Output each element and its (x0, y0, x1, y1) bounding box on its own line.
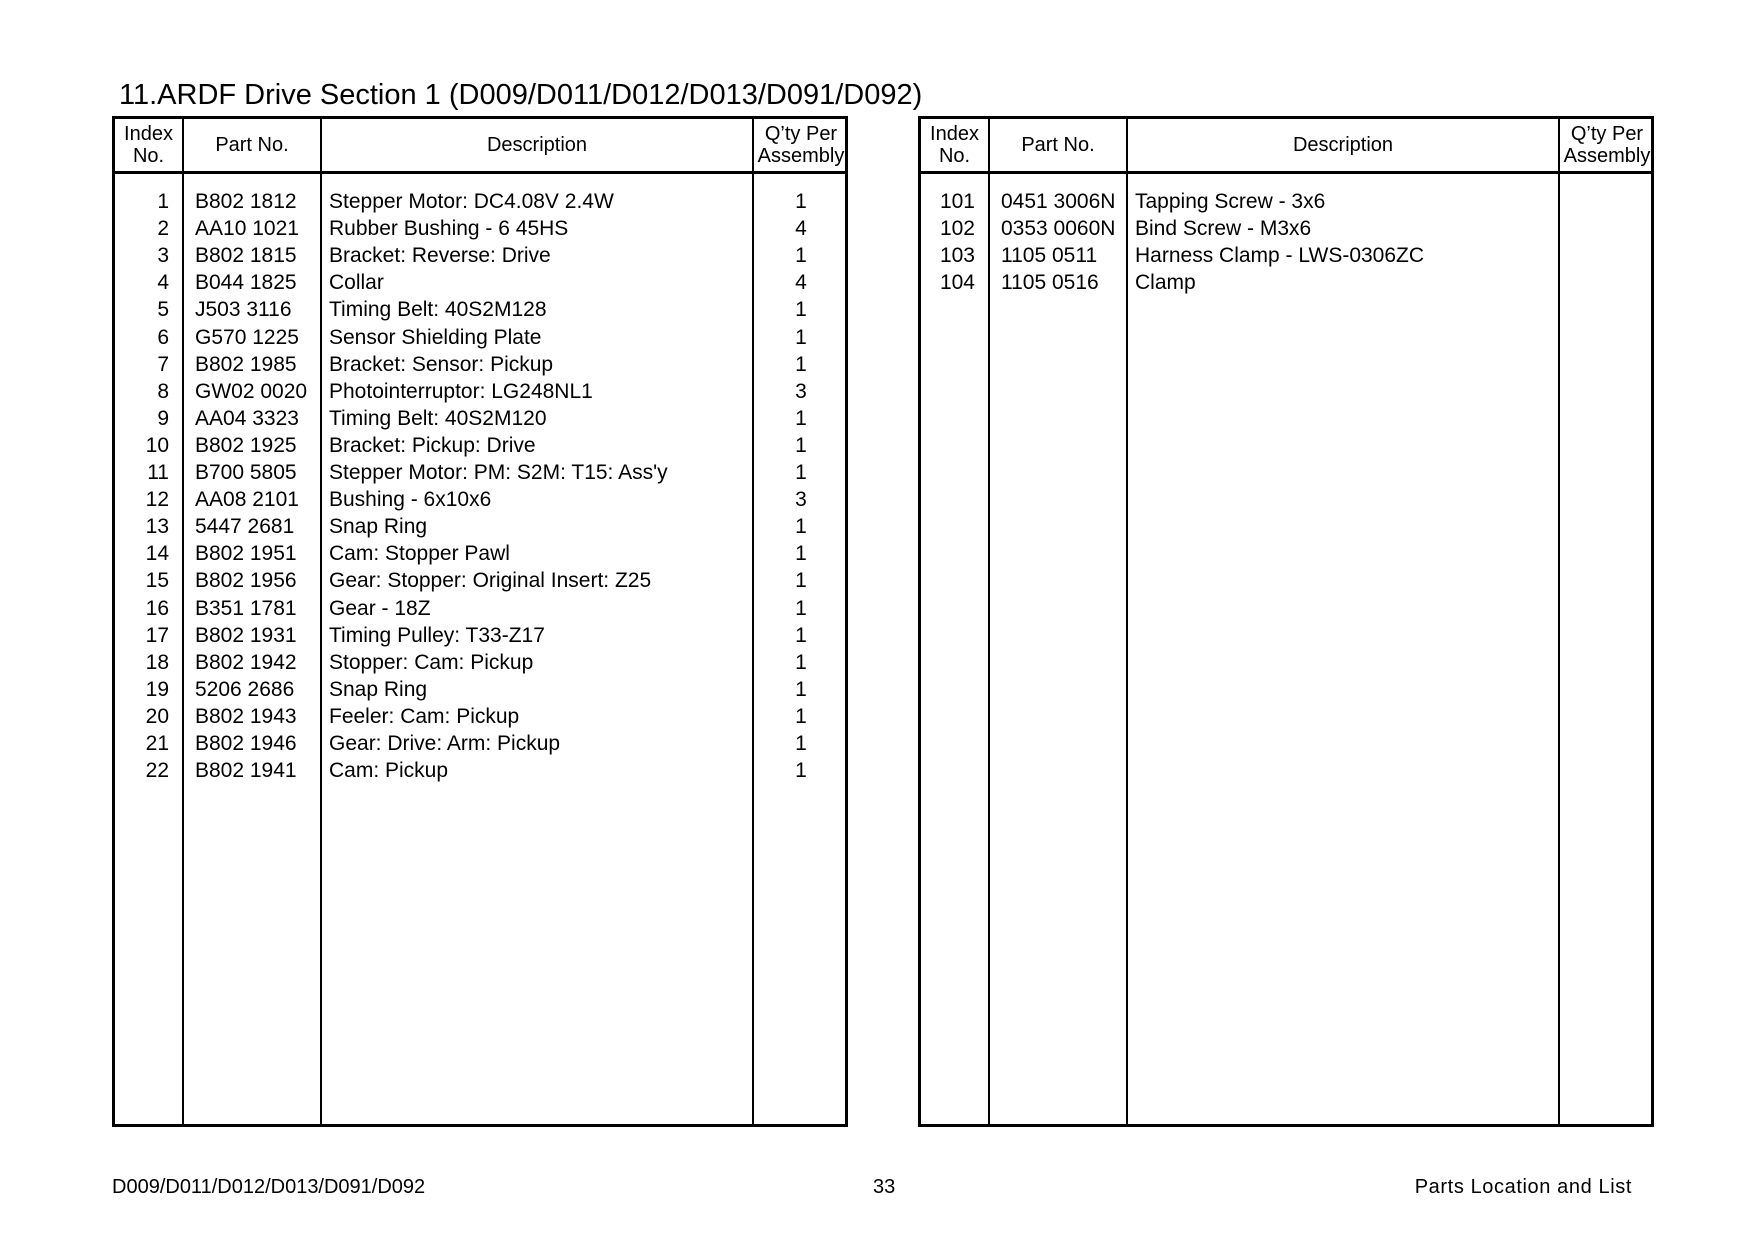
cell-part-no: B802 1956 (195, 569, 297, 593)
cell-index: 13 (145, 515, 169, 539)
cell-index: 8 (157, 379, 169, 403)
cell-part-no: 5447 2681 (195, 515, 295, 539)
cell-description: Photointerruptor: LG248NL1 (329, 379, 593, 403)
table-row (115, 296, 845, 323)
cell-description: Gear - 18Z (329, 596, 431, 620)
cell-description: Bracket: Sensor: Pickup (329, 352, 554, 376)
cell-description: Clamp (1135, 271, 1196, 295)
cell-part-no: B802 1951 (195, 542, 297, 566)
cell-part-no: B802 1941 (195, 759, 297, 783)
table-row (115, 459, 845, 486)
cell-part-no: B802 1946 (195, 732, 297, 755)
cell-part-no: B802 1931 (195, 623, 297, 647)
cell-index: 1 (157, 190, 169, 213)
header-index: Index No. (930, 123, 979, 167)
cell-description: Timing Pulley: T33-Z17 (329, 623, 545, 647)
cell-description: Snap Ring (329, 515, 428, 539)
table-row (115, 622, 845, 649)
cell-qty: 1 (795, 325, 807, 349)
cell-part-no: B802 1815 (195, 244, 297, 268)
cell-qty: 1 (795, 677, 807, 701)
table-row (115, 432, 845, 459)
table-row (115, 567, 845, 594)
table-row (115, 676, 845, 703)
cell-index: 9 (157, 406, 169, 430)
cell-qty: 1 (795, 515, 807, 539)
page-title: 11.ARDF Drive Section 1 (D009/D011/D012/D013/D091/D092) (119, 79, 923, 111)
cell-part-no: 5206 2686 (195, 677, 295, 701)
cell-description: Gear: Stopper: Original Insert: Z25 (329, 569, 652, 593)
parts-table-left (112, 116, 848, 1127)
footer-model: D009/D011/D012/D013/D091/D092 (112, 1176, 426, 1198)
cell-description: Feeler: Cam: Pickup (329, 704, 520, 728)
cell-index: 6 (157, 325, 169, 349)
cell-index: 5 (157, 298, 169, 322)
cell-qty: 3 (795, 379, 807, 403)
cell-description: Cam: Stopper Pawl (329, 542, 510, 566)
cell-index: 101 (939, 190, 975, 213)
cell-index: 3 (157, 244, 169, 268)
cell-part-no: AA08 2101 (195, 488, 299, 512)
cell-qty: 4 (795, 271, 807, 295)
table-row (115, 513, 845, 540)
table-row (921, 215, 1651, 242)
cell-qty: 1 (795, 596, 807, 620)
table-row (115, 405, 845, 432)
cell-part-no: G570 1225 (195, 325, 299, 349)
table-row (115, 540, 845, 567)
table-row (115, 324, 845, 351)
cell-part-no: J503 3116 (195, 298, 292, 322)
cell-index: 2 (157, 217, 169, 241)
cell-part-no: B802 1942 (195, 650, 297, 674)
table-row (115, 215, 845, 242)
footer-section: Parts Location and List (1414, 1176, 1632, 1198)
cell-index: 18 (145, 650, 169, 674)
cell-index: 22 (145, 759, 169, 783)
table-row (115, 757, 845, 784)
header-qty: Q’ty Per Assembly (757, 123, 845, 167)
cell-index: 104 (939, 271, 975, 295)
cell-index: 10 (145, 433, 169, 457)
cell-description: Stopper: Cam: Pickup (329, 650, 534, 674)
table-body (115, 174, 845, 1124)
header-qty: Q’ty Per Assembly (1563, 123, 1651, 167)
cell-qty: 1 (795, 732, 807, 755)
cell-qty: 1 (795, 406, 807, 430)
table-row (921, 242, 1651, 269)
cell-qty: 1 (795, 650, 807, 674)
cell-index: 16 (145, 596, 169, 620)
cell-index: 11 (147, 461, 169, 484)
cell-index: 20 (145, 704, 169, 728)
cell-description: Tapping Screw - 3x6 (1135, 190, 1326, 213)
cell-index: 4 (157, 271, 169, 295)
table-row (115, 188, 845, 215)
footer-page-number: 33 (873, 1176, 896, 1198)
cell-part-no: B802 1985 (195, 352, 297, 376)
cell-qty: 1 (795, 542, 807, 566)
parts-table-right (918, 116, 1654, 1127)
cell-part-no: B802 1943 (195, 704, 297, 728)
table-row (921, 188, 1651, 215)
cell-qty: 3 (795, 488, 807, 512)
cell-qty: 1 (795, 433, 807, 457)
cell-part-no: B700 5805 (195, 461, 297, 484)
cell-description: Bind Screw - M3x6 (1135, 217, 1312, 241)
cell-index: 103 (939, 244, 975, 268)
cell-index: 102 (939, 217, 975, 241)
cell-qty: 1 (795, 352, 807, 376)
cell-qty: 1 (795, 190, 807, 213)
cell-description: Rubber Bushing - 6 45HS (329, 217, 569, 241)
table-row (115, 703, 845, 730)
cell-part-no: 1105 0516 (1001, 271, 1099, 295)
table-row (115, 269, 845, 296)
cell-qty: 1 (795, 569, 807, 593)
cell-part-no: B351 1781 (195, 596, 297, 620)
table-row (115, 730, 845, 757)
cell-description: Harness Clamp - LWS-0306ZC (1135, 244, 1425, 268)
cell-description: Timing Belt: 40S2M128 (329, 298, 547, 322)
cell-part-no: B044 1825 (195, 271, 297, 295)
table-row (115, 378, 845, 405)
header-description: Description (486, 134, 588, 156)
cell-part-no: B802 1812 (195, 190, 297, 213)
cell-part-no: 1105 0511 (1001, 244, 1098, 268)
cell-qty: 1 (795, 704, 807, 728)
cell-qty: 1 (795, 759, 807, 783)
cell-part-no: 0451 3006N (1001, 190, 1116, 213)
cell-description: Bracket: Reverse: Drive (329, 244, 551, 268)
cell-qty: 1 (795, 461, 807, 484)
cell-index: 15 (145, 569, 169, 593)
cell-index: 12 (145, 488, 169, 512)
cell-description: Collar (329, 271, 384, 295)
table-body (921, 174, 1651, 1124)
cell-description: Stepper Motor: PM: S2M: T15: Ass'y (329, 461, 668, 484)
cell-index: 21 (145, 732, 169, 755)
header-index: Index No. (124, 123, 173, 167)
cell-part-no: B802 1925 (195, 433, 297, 457)
cell-description: Stepper Motor: DC4.08V 2.4W (329, 190, 614, 213)
cell-index: 17 (145, 623, 169, 647)
table-row (115, 351, 845, 378)
table-header (115, 119, 845, 174)
cell-part-no: GW02 0020 (195, 379, 308, 403)
cell-description: Bushing - 6x10x6 (329, 488, 492, 512)
table-row (921, 269, 1651, 296)
cell-description: Snap Ring (329, 677, 428, 701)
cell-qty: 1 (795, 298, 807, 322)
header-description: Description (1292, 134, 1394, 156)
cell-qty: 1 (795, 623, 807, 647)
cell-description: Gear: Drive: Arm: Pickup (329, 732, 561, 755)
cell-description: Timing Belt: 40S2M120 (329, 406, 547, 430)
header-part-no: Part No. (215, 134, 289, 156)
cell-part-no: AA10 1021 (195, 217, 299, 241)
table-row (115, 649, 845, 676)
cell-description: Sensor Shielding Plate (329, 325, 542, 349)
cell-index: 14 (145, 542, 169, 566)
cell-part-no: 0353 0060N (1001, 217, 1116, 241)
table-row (115, 486, 845, 513)
header-part-no: Part No. (1021, 134, 1095, 156)
table-header (921, 119, 1651, 174)
cell-index: 7 (157, 352, 169, 376)
cell-description: Bracket: Pickup: Drive (329, 433, 536, 457)
cell-description: Cam: Pickup (329, 759, 449, 783)
cell-qty: 4 (795, 217, 807, 241)
table-row (115, 595, 845, 622)
table-row (115, 242, 845, 269)
cell-index: 19 (145, 677, 169, 701)
cell-qty: 1 (795, 244, 807, 268)
cell-part-no: AA04 3323 (195, 406, 299, 430)
